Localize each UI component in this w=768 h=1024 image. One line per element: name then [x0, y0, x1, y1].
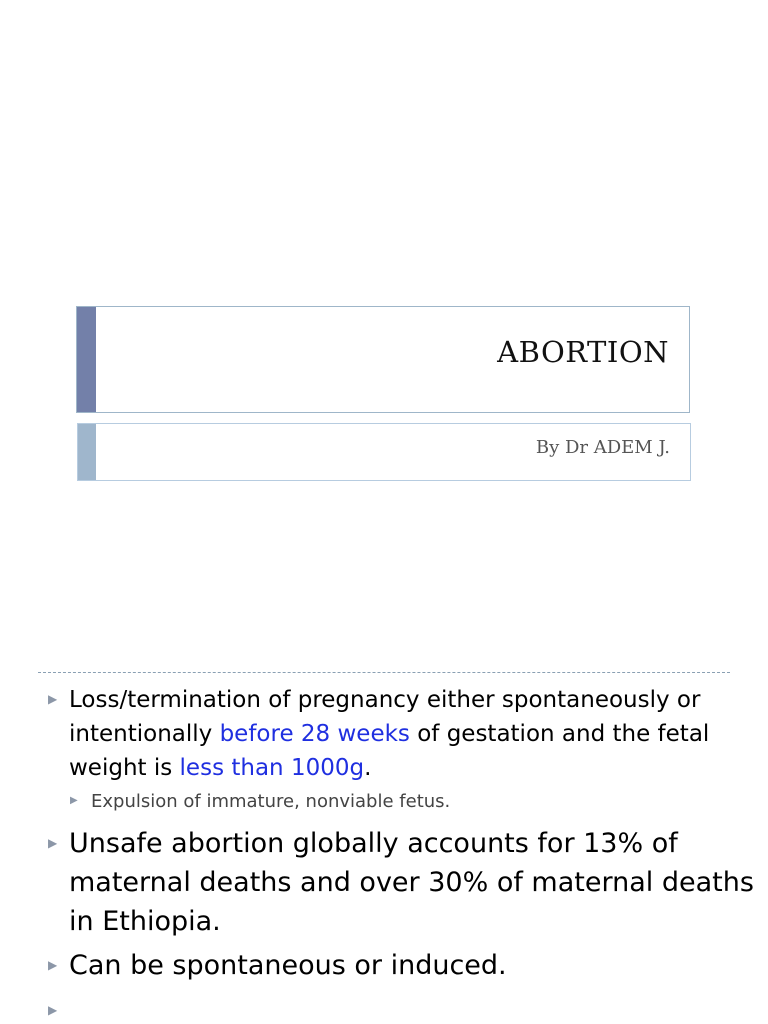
slide-subtitle: By Dr ADEM J. — [535, 437, 670, 458]
bullet-line: maternal deaths and over 30% of maternal deaths — [69, 867, 754, 898]
sub-bullet-text: Expulsion of immature, nonviable fetus. — [91, 791, 451, 812]
bullet-line: Loss/termination of pregnancy either spontaneously or — [69, 687, 701, 713]
bullet-text — [69, 824, 754, 941]
subtitle-box — [77, 423, 691, 481]
triangle-right-icon: ▶ — [48, 958, 58, 972]
bullet-line: in Ethiopia. — [69, 906, 221, 937]
text-run: weight is — [69, 755, 180, 781]
triangle-right-icon: ▶ — [48, 1003, 58, 1017]
triangle-right-icon: ▶ — [48, 836, 58, 850]
text-run: intentionally — [69, 721, 220, 747]
bullet-line: Unsafe abortion globally accounts for 13% of — [69, 828, 678, 859]
bullet-text — [69, 683, 709, 785]
highlight-text: before 28 weeks — [219, 721, 410, 747]
highlight-text: less than 1000g — [179, 755, 365, 781]
bullet-line — [69, 717, 709, 751]
subtitle-accent-bar — [78, 424, 96, 480]
content-slide — [0, 673, 768, 1024]
title-accent-bar — [77, 307, 96, 412]
text-run: of gestation and the fetal — [409, 721, 710, 747]
bullet-line — [69, 751, 709, 785]
slide-title: ABORTION — [497, 335, 669, 369]
triangle-right-icon: ▶ — [48, 692, 58, 706]
title-box — [76, 306, 690, 413]
triangle-right-icon: ▶ — [70, 795, 78, 806]
bullet-text: Can be spontaneous or induced. — [69, 950, 507, 981]
text-run: . — [364, 755, 372, 781]
